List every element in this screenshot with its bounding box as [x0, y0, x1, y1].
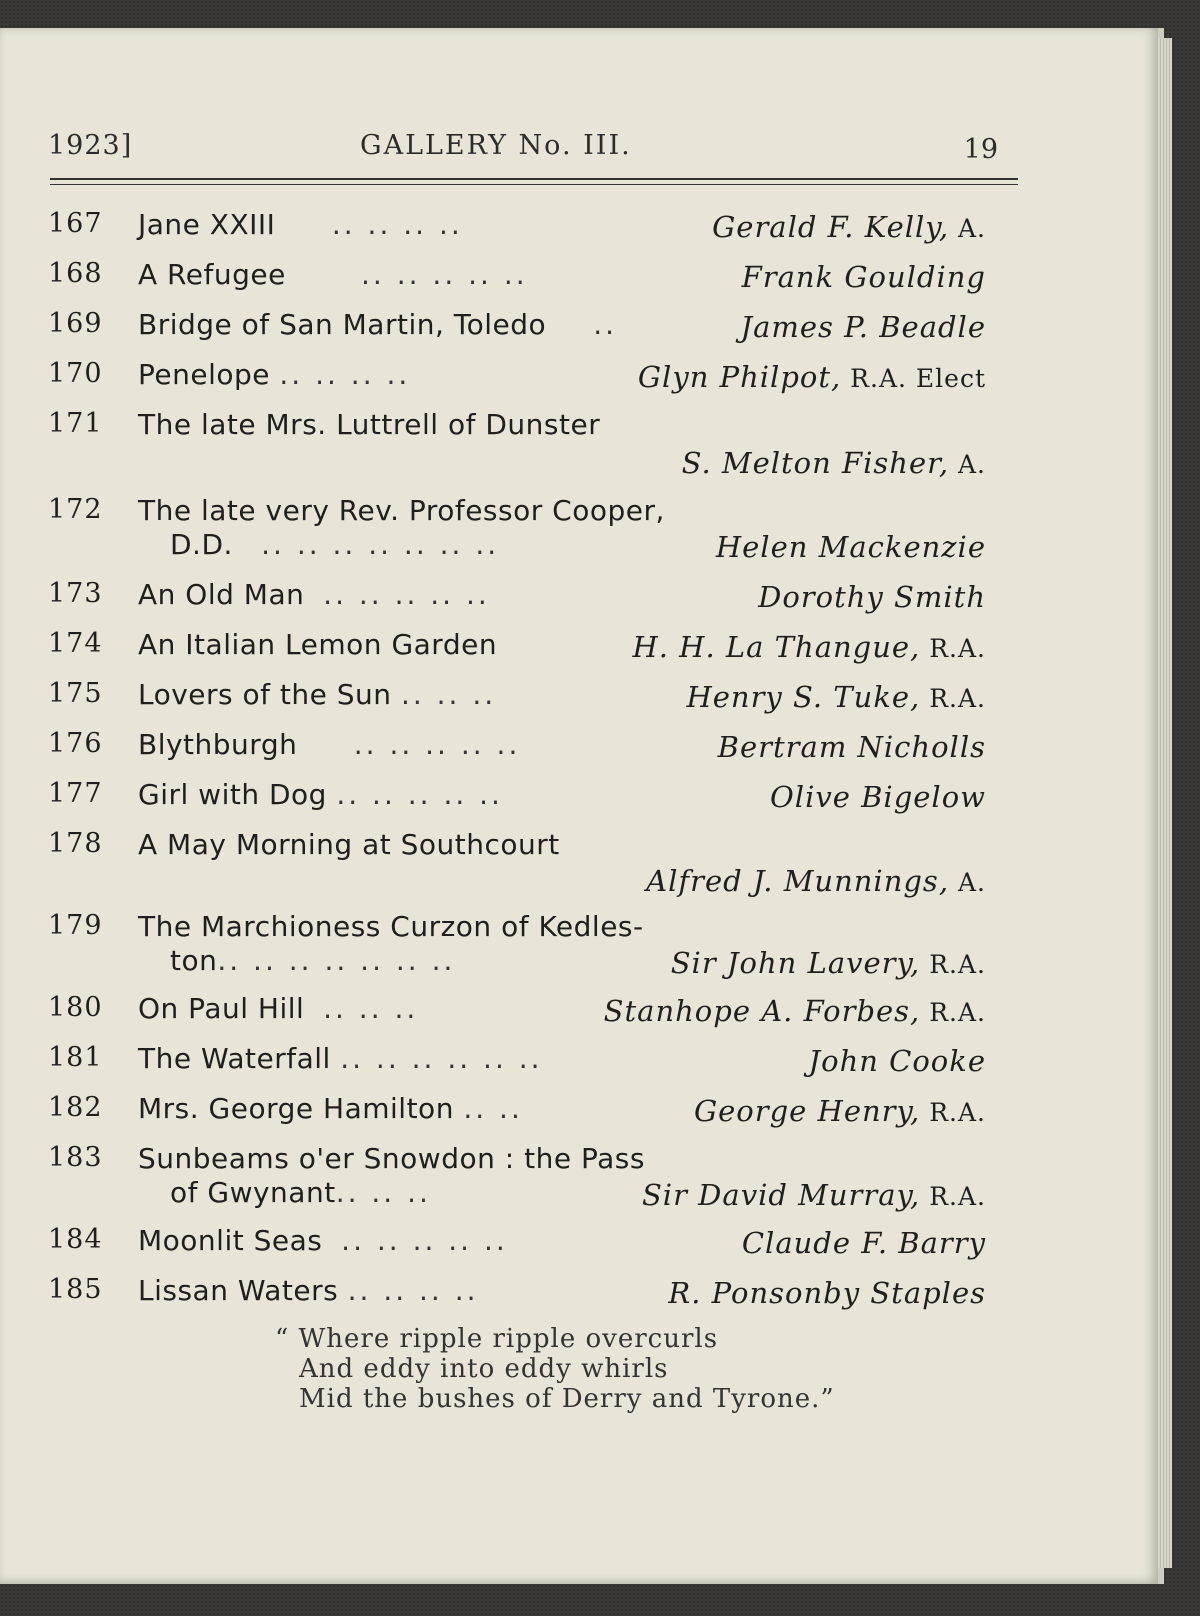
catalogue-entry	[0, 1092, 1158, 1132]
entry-artist: H. H. La Thangue, R.A.	[632, 630, 986, 664]
entry-title: The late Mrs. Luttrell of Dunster	[138, 408, 601, 441]
entry-number: 169	[48, 308, 103, 339]
page-edge	[1158, 38, 1172, 1568]
entry-artist: S. Melton Fisher, A.	[681, 446, 986, 480]
entry-title: Sunbeams o'er Snowdon : the Pass	[138, 1142, 645, 1175]
entry-number: 176	[48, 728, 103, 759]
entry-number: 181	[48, 1042, 103, 1073]
entry-number: 178	[48, 828, 103, 859]
entry-artist: Alfred J. Munnings, A.	[646, 864, 986, 898]
entry-artist: R. Ponsonby Staples	[668, 1276, 986, 1310]
quote-line: Mid the bushes of Derry and Tyrone.”	[299, 1384, 835, 1414]
catalogue-entry-continuation	[0, 444, 1158, 484]
entry-title: Mrs. George Hamilton .. ..	[138, 1092, 523, 1125]
entry-artist: Glyn Philpot, R.A. Elect	[637, 360, 986, 394]
entry-artist: Olive Bigelow	[770, 780, 986, 814]
entry-title: A May Morning at Southcourt	[138, 828, 560, 861]
catalogue-entry	[0, 1224, 1158, 1264]
catalogue-entry-continuation	[0, 528, 1158, 568]
entry-number: 175	[48, 678, 103, 709]
entry-number: 174	[48, 628, 103, 659]
entry-title: The Marchioness Curzon of Kedles-	[138, 910, 644, 943]
entry-number: 180	[48, 992, 103, 1023]
entry-number: 173	[48, 578, 103, 609]
catalogue-entry	[0, 308, 1158, 348]
entry-number: 179	[48, 910, 103, 941]
running-header	[48, 100, 1018, 165]
catalogue-entry-continuation	[0, 1176, 1158, 1216]
epigraph-quote	[275, 1324, 835, 1414]
entry-artist: Frank Goulding	[741, 260, 986, 294]
entry-number: 170	[48, 358, 103, 389]
entry-title: The Waterfall .. .. .. .. .. ..	[138, 1042, 543, 1075]
entry-number: 182	[48, 1092, 103, 1123]
entry-title-continuation: D.D. .. .. .. .. .. .. ..	[170, 528, 500, 561]
entry-number: 185	[48, 1274, 103, 1305]
header-year: 1923]	[48, 130, 133, 161]
catalogue-entry	[0, 1274, 1158, 1314]
entry-title: Lovers of the Sun .. .. ..	[138, 678, 497, 711]
entry-title-continuation: ton.. .. .. .. .. .. ..	[170, 944, 456, 977]
catalogue-entry	[0, 628, 1158, 668]
entry-artist: Claude F. Barry	[741, 1226, 986, 1260]
entry-artist: Stanhope A. Forbes, R.A.	[603, 994, 986, 1028]
entry-artist: Dorothy Smith	[758, 580, 986, 614]
catalogue-entry	[0, 358, 1158, 398]
entry-title: Blythburgh .. .. .. .. ..	[138, 728, 521, 761]
entry-title: A Refugee .. .. .. .. ..	[138, 258, 528, 291]
header-rule	[50, 178, 1018, 180]
entry-title: Penelope .. .. .. ..	[138, 358, 411, 391]
entry-title: On Paul Hill .. .. ..	[138, 992, 419, 1025]
entry-title: An Old Man .. .. .. .. ..	[138, 578, 490, 611]
entry-title: An Italian Lemon Garden	[138, 628, 498, 661]
header-rule-thin	[50, 184, 1018, 185]
entry-title: Jane XXIII .. .. .. ..	[138, 208, 463, 241]
catalogue-entry	[0, 728, 1158, 768]
page-number: 19	[963, 134, 998, 165]
entry-artist: Helen Mackenzie	[715, 530, 986, 564]
entry-artist: Bertram Nicholls	[717, 730, 986, 764]
entry-number: 177	[48, 778, 103, 809]
entry-title-continuation: of Gwynant.. .. ..	[170, 1176, 431, 1209]
entry-title: Moonlit Seas .. .. .. .. ..	[138, 1224, 508, 1257]
catalogue-entry-continuation	[0, 944, 1158, 984]
entry-number: 168	[48, 258, 103, 289]
entry-title: The late very Rev. Professor Cooper,	[138, 494, 665, 527]
header-title: GALLERY No. III.	[360, 130, 632, 161]
entry-artist: Henry S. Tuke, R.A.	[686, 680, 986, 714]
entry-title: Girl with Dog .. .. .. .. ..	[138, 778, 503, 811]
catalogue-entry	[0, 258, 1158, 298]
entry-artist: Gerald F. Kelly, A.	[712, 210, 986, 244]
entry-number: 183	[48, 1142, 103, 1173]
entry-artist: James P. Beadle	[740, 310, 986, 344]
catalogue-entry	[0, 578, 1158, 618]
catalogue-entry	[0, 208, 1158, 248]
entry-number: 172	[48, 494, 103, 525]
catalogue-entry	[0, 678, 1158, 718]
entry-artist: George Henry, R.A.	[693, 1094, 986, 1128]
catalogue-entry-continuation	[0, 862, 1158, 902]
entry-artist: Sir David Murray, R.A.	[641, 1178, 986, 1212]
catalogue-entry	[0, 778, 1158, 818]
catalogue-entry	[0, 992, 1158, 1032]
catalogue-entry	[0, 1042, 1158, 1082]
quote-line: And eddy into eddy whirls	[299, 1354, 669, 1384]
entry-number: 167	[48, 208, 103, 239]
entry-title: Bridge of San Martin, Toledo ..	[138, 308, 617, 341]
entry-title: Lissan Waters .. .. .. ..	[138, 1274, 479, 1307]
quote-line: “ Where ripple ripple overcurls	[275, 1324, 719, 1354]
entry-number: 184	[48, 1224, 103, 1255]
entry-artist: John Cooke	[808, 1044, 986, 1078]
entry-number: 171	[48, 408, 103, 439]
catalogue-entry	[0, 408, 1158, 448]
entry-artist: Sir John Lavery, R.A.	[670, 946, 986, 980]
